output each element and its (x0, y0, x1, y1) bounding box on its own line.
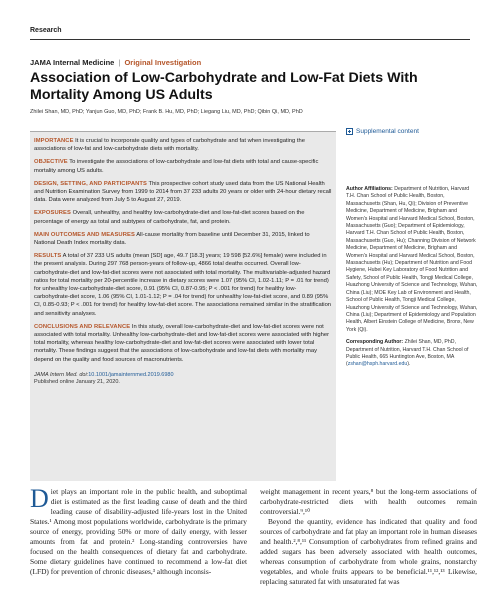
abstract-text: Overall, unhealthy, and healthy low-carbohydrate-diet and low-fat-diet scores based on the percentage of energy as total and subtypes of carbohydrate, fat, and protein. (34, 210, 305, 225)
section-label: Research (30, 27, 62, 34)
affiliations-label: Author Affiliations: (346, 186, 393, 192)
corresponding-text: Zhilei Shan, MD, PhD, Department of Nutrition, Harvard T.H. Chan School of Public Health, 665 Huntington Ave, Boston, MA ( (346, 339, 469, 368)
body-column-right (260, 487, 477, 587)
corresponding-email-link[interactable]: zshan@hsph.harvard.edu (347, 361, 408, 368)
abstract-heading: OBJECTIVE (34, 159, 68, 166)
body-paragraph (30, 484, 247, 577)
supplemental-content-label[interactable]: Supplemental content (356, 128, 419, 135)
abstract-text: This prospective cohort study used data from the US National Health and Nutrition Examination Survey from 1999 to 2014 from 37 233 adults 20 years or older with 24-hour dietary recall data. Data were analyzed from July 5 to August 27, 2019. (34, 180, 332, 204)
citation-block (34, 372, 332, 387)
abstract-text: All-cause mortality from baseline until December 31, 2015, linked to National Death Index mortality data. (34, 231, 310, 247)
abstract-heading: RESULTS (34, 253, 62, 260)
author-affiliations (346, 186, 478, 369)
body-column-left (30, 484, 247, 577)
abstract-design (34, 180, 332, 205)
plus-box-icon (346, 128, 353, 135)
body-paragraph: weight management in recent years,⁸ but the long-term associations of carbohydrate-restricted diets with health outcomes remain controversial.⁹,¹⁰ (260, 487, 477, 516)
abstract-text: A total of 37 233 US adults (mean [SD] age, 49.7 [18.3] years; 19 598 [52.6%] female) were included in the present analysis. During 297 768 person-years of follow-up, 4866 total deaths occurred. Overall low-carbohydrate-diet and low-fat-diet scores were not associated with total mortality. The multivariable-adjusted hazard ratios for total mortality per 20-percentile increase in dietary scores were 1.07 (95% CI, 1.02-1.11; P = .01 for trend) for unhealthy low-carbohydrate-diet score, 0.91 (95% CI, 0.87-0.95; P < .001 for trend) for healthy low-carbohydrate-diet score, 1.06 (95% CI, 1.01-1.12; P = .04 for trend) for unhealthy low-fat-diet score, and 0.89 (95% CI, 0.85-0.93; P < .001 for trend) for healthy low-fat-diet score. The associations remained similar in the stratification and sensitivity analyses. (34, 253, 332, 317)
affiliations-paragraph (346, 186, 478, 334)
abstract-results (34, 252, 332, 318)
body-text: iet plays an important role in the public health, and suboptimal diet is estimated as the first leading cause of death and the third leading cause of disability-adjusted life-years lost in the United States.¹ Among most populations worldwide, carbohydrate is the primary source of energy, providing 50% or more of daily energy, with lesser amounts from fat and protein.² Long-standing controversies have focused on the health consequences of dietary fat and carbohydrate. Some dietary guidelines have continued to recommend a low-fat diet (LFD) for prevention of chronic diseases,³ although inconsis- (30, 487, 247, 576)
abstract-heading: MAIN OUTCOMES AND MEASURES (34, 231, 135, 238)
journal-line (30, 58, 201, 67)
abstract-heading: CONCLUSIONS AND RELEVANCE (34, 323, 131, 330)
corresponding-end: ). (407, 361, 411, 368)
article-type: Original Investigation (124, 58, 202, 67)
author-list: Zhilei Shan, MD, PhD; Yanjun Guo, MD, PhD; Frank B. Hu, MD, PhD; Liegang Liu, MD, PhD; Qibin Qi, MD, PhD (30, 109, 303, 115)
abstract-conclusions (34, 323, 332, 364)
abstract-text: It is crucial to incorporate quality and types of carbohydrate and fat when investigating the associations of low-fat and low-carbohydrate diets with mortality. (34, 138, 305, 153)
abstract-heading: EXPOSURES (34, 210, 71, 217)
citation-line (34, 372, 332, 380)
abstract-outcomes (34, 231, 332, 247)
abstract-exposures (34, 209, 332, 225)
body-paragraph: Beyond the quantity, evidence has indicated that quality and food sources of carbohydrate and fat play an important role in human diseases and health.²,⁸,¹¹ Consumption of carbohydrates from refined grains and added sugars has been adversely associated with health outcomes, whereas consumption of carbohydrate from whole grains, nonstarchy vegetables, and whole fruits appears to be beneficial.¹¹,¹²,¹³ Likewise, replacing saturated fat with unsaturated fat was (260, 517, 477, 586)
abstract-importance (34, 137, 332, 153)
abstract-objective (34, 158, 332, 174)
drop-cap: D (30, 484, 49, 513)
abstract-heading: DESIGN, SETTING, AND PARTICIPANTS (34, 180, 148, 187)
abstract-box (30, 131, 336, 481)
supplemental-content-link[interactable] (346, 128, 419, 135)
abstract-heading: IMPORTANCE (34, 138, 74, 144)
affiliations-text: Department of Nutrition, Harvard T.H. Chan School of Public Health, Boston, Massachusetts (Shan, Hu, Qi); Division of Preventive Medicine, Department of Medicine, Brigham and Women's Hospital and Harvard Medical School, Boston, Massachusetts (Guo); Department of Epidemiology, Harvard T.H. Chan School of Public Health, Boston, Massachusetts (Guo, Hu); Channing Division of Network Medicine, Department of Medicine, Brigham and Women's Hospital and Harvard Medical School, Boston, Massachusetts (Hu); Department of Nutrition and Food Hygiene, Hubei Key Laboratory of Food Nutrition and Safety, School of Public Health, Tongji Medical College, Huazhong University of Science and Technology, Wuhan, China (Liu); MOE Key Lab of Environment and Health, School of Public Health, Tongji Medical College, Huazhong University of Science and Technology, Wuhan, China (Liu); Department of Epidemiology and Population Health, Albert Einstein College of Medicine, Bronx, New York (Qi). (346, 186, 478, 333)
doi-link[interactable]: 10.1001/jamainternmed.2019.6980 (88, 371, 174, 378)
corresponding-label: Corresponding Author: (346, 339, 404, 346)
corresponding-author (346, 339, 478, 369)
journal-name: JAMA Internal Medicine (30, 58, 115, 67)
article-title: Association of Low-Carbohydrate and Low-Fat Diets With Mortality Among US Adults (30, 70, 418, 103)
abstract-text: To investigate the associations of low-carbohydrate and low-fat diets with total and cause-specific mortality among US adults. (34, 159, 319, 174)
published-date: Published online January 21, 2020. (34, 379, 120, 386)
abstract-text: In this study, overall low-carbohydrate-diet and low-fat-diet scores were not associated with total mortality. Unhealthy low-carbohydrate-diet and low-fat-diet scores were associated with higher total mortality, whereas healthy low-carbohydrate-diet and low-fat-diet scores were associated with lower total mortality. These findings suggest that the associations of low-carbohydrate and low-fat diets with mortality may depend on the quality and food sources of macronutrients. (34, 323, 330, 363)
header-rule (30, 39, 470, 40)
journal-separator: | (118, 58, 121, 67)
citation-journal: JAMA Intern Med. doi: (34, 371, 89, 378)
